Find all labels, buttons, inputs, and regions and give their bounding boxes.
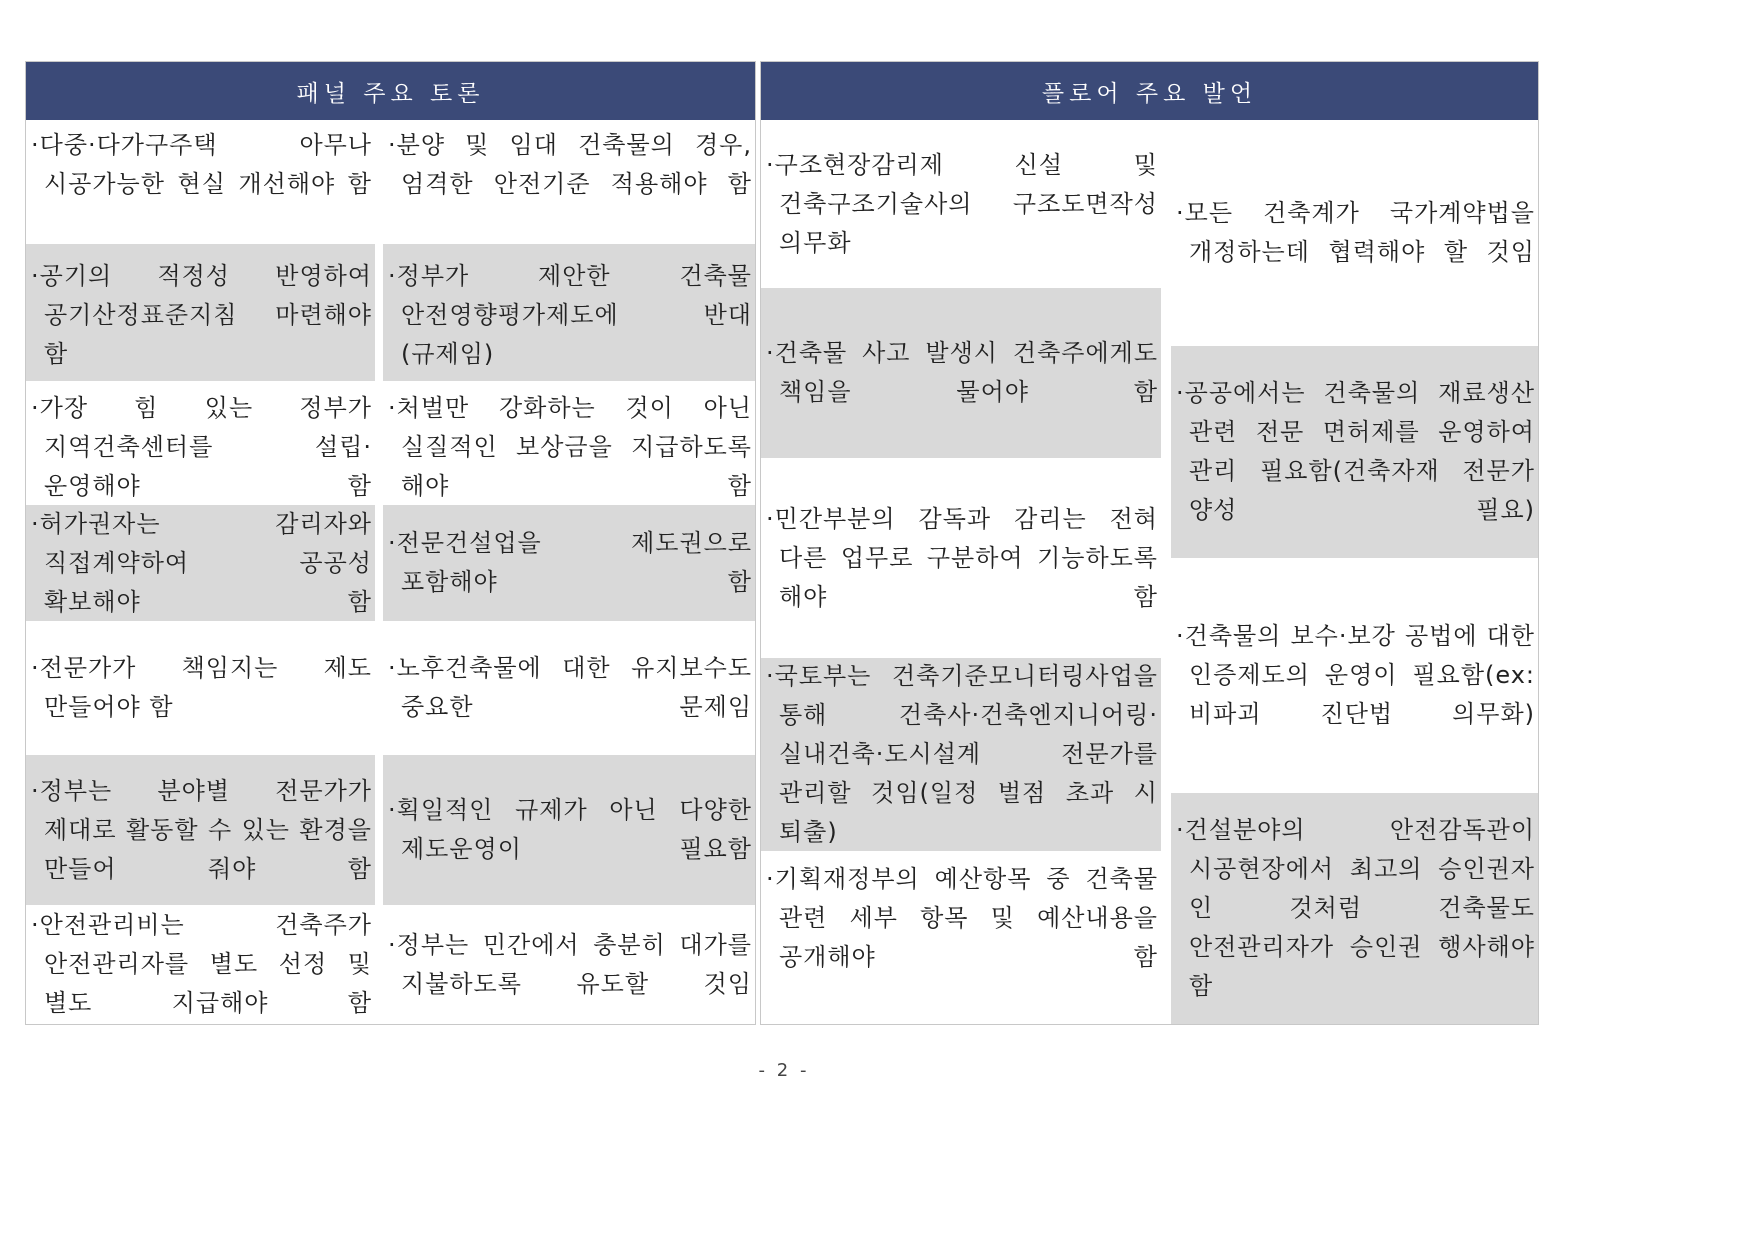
cell-text: ·전문가가 책임지는 제도 만들어야 함 [31, 654, 372, 721]
cell-text: ·처벌만 강화하는 것이 아닌 실질적인 보상금을 지급하도록 해야 함 [388, 394, 752, 500]
table-cell [383, 755, 755, 905]
table-cell [761, 120, 1161, 288]
table-cell [1171, 346, 1538, 558]
cell-text: ·분양 및 임대 건축물의 경우, 엄격한 안전기준 적용해야 함 [388, 131, 752, 198]
cell-text: ·구조현장감리제 신설 및 건축구조기술사의 구조도면작성 의무화 [766, 150, 1158, 257]
cell-text: ·건축물 사고 발생시 건축주에게도 책임을 물어야 함 [766, 339, 1158, 406]
cell-text: ·정부는 분야별 전문가가 제대로 활동할 수 있는 환경을 만들어 줘야 함 [31, 776, 372, 883]
cell-text: ·획일적인 규제가 아닌 다양한 제도운영이 필요함 [388, 796, 752, 863]
table-cell [26, 244, 375, 381]
panel-column-2 [383, 120, 755, 1024]
floor-remarks-table [760, 61, 1539, 1025]
table-cell [26, 755, 375, 905]
table-cell [26, 126, 375, 242]
table-cell [761, 458, 1161, 658]
cell-text: ·공공에서는 건축물의 재료생산 관련 전문 면허제를 운영하여 관리 필요함(건축자재 전문가 양성 필요) [1176, 379, 1535, 524]
table-cell [26, 905, 375, 1024]
panel-column-1 [26, 120, 375, 1024]
table-cell [1171, 120, 1538, 346]
cell-text: ·민간부분의 감독과 감리는 전혀 다른 업무로 구분하여 기능하도록 해야 함 [766, 504, 1158, 611]
table-cell [1171, 558, 1538, 793]
table-cell [383, 126, 755, 242]
cell-text: ·노후건축물에 대한 유지보수도 중요한 문제임 [388, 654, 752, 721]
table-cell [383, 905, 755, 1024]
cell-text: ·전문건설업을 제도권으로 포함해야 함 [388, 529, 752, 596]
table-cell [761, 658, 1161, 851]
floor-remarks-header: 플로어 주요 발언 [761, 62, 1538, 120]
table-cell [1171, 793, 1538, 1024]
table-cell [383, 381, 755, 505]
table-cell [383, 505, 755, 621]
cell-text: ·모든 건축계가 국가계약법을 개정하는데 협력해야 할 것임 [1176, 199, 1535, 266]
cell-text: ·건축물의 보수·보강 공법에 대한 인증제도의 운영이 필요함(ex:비파괴 진단법 의무화) [1176, 622, 1535, 728]
table-cell [761, 851, 1161, 1024]
panel-discussion-table [25, 61, 756, 1025]
table-cell [761, 288, 1161, 458]
panel-discussion-header: 패널 주요 토론 [26, 62, 755, 120]
table-cell [383, 244, 755, 381]
cell-text: ·국토부는 건축기준모니터링사업을 통해 건축사·건축엔지니어링·실내건축·도시설계 전문가를 관리할 것임(일정 벌점 초과 시 퇴출) [766, 662, 1158, 846]
page-number: - 2 - [758, 1060, 810, 1081]
cell-text: ·허가권자는 감리자와 직접계약하여 공공성 확보해야 함 [31, 509, 372, 616]
cell-text: ·정부가 제안한 건축물 안전영향평가제도에 반대(규제임) [388, 262, 752, 368]
cell-text: ·안전관리비는 건축주가 안전관리자를 별도 선정 및 별도 지급해야 함 [31, 911, 372, 1017]
floor-column-1 [761, 120, 1161, 1024]
cell-text: ·다중·다가구주택 아무나 시공가능한 현실 개선해야 함 [31, 131, 372, 198]
cell-text: ·공기의 적정성 반영하여 공기산정표준지침 마련해야 함 [31, 262, 372, 368]
table-cell [26, 621, 375, 755]
table-cell [26, 505, 375, 621]
cell-text: ·정부는 민간에서 충분히 대가를 지불하도록 유도할 것임 [388, 930, 752, 998]
cell-text: ·기획재정부의 예산항목 중 건축물 관련 세부 항목 및 예산내용을 공개해야 함 [766, 865, 1158, 971]
cell-text: ·가장 힘 있는 정부가 지역건축센터를 설립·운영해야 함 [31, 394, 372, 500]
floor-column-2 [1171, 120, 1538, 1024]
cell-text: ·건설분야의 안전감독관이 시공현장에서 최고의 승인권자 인 것처럼 건축물도 안전관리자가 승인권 행사해야 함 [1176, 816, 1535, 1000]
table-cell [26, 381, 375, 505]
table-cell [383, 621, 755, 755]
